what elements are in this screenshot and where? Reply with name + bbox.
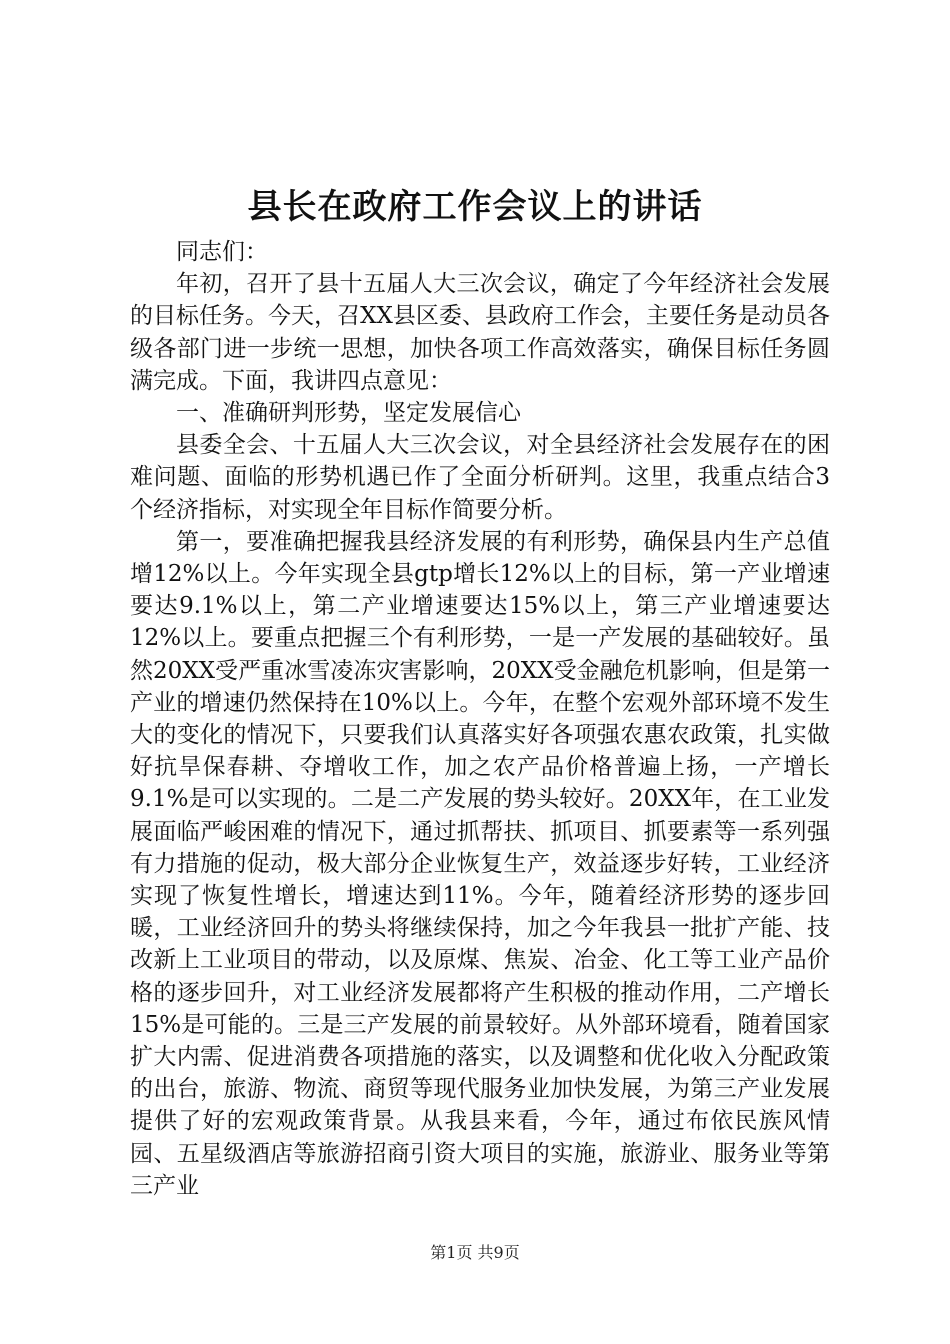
first-point-paragraph: 第一，要准确把握我县经济发展的有利形势，确保县内生产总值增12%以上。今年实现全县gtp增长12%以上的目标，第一产业增速要达9.1%以上，第二产业增速要达15%以上，第三产业增速要达12%以上。要重点把握三个有利形势，一是一产发展的基础较好。虽然20XX受严重冰雪凌冻灾害影响，20XX受金融危机影响，但是第一产业的增速仍然保持在10%以上。今年，在整个宏观外部环境不发生大的变化的情况下，只要我们认真落实好各项强农惠农政策，扎实做好抗旱保春耕、夺增收工作，加之农产品价格普遍上扬，一产增长9.1%是可以实现的。二是二产发展的势头较好。20XX年，在工业发展面临严峻困难的情况下，通过抓帮扶、抓项目、抓要素等一系列强有力措施的促动，极大部分企业恢复生产，效益逐步好转，工业经济实现了恢复性增长，增速达到11%。今年，随着经济形势的逐步回暖，工业经济回升的势头将继续保持，加之今年我县一批扩产能、技改新上工业项目的带动，以及原煤、焦炭、冶金、化工等工业产品价格的逐步回升，对工业经济发展都将产生积极的推动作用，二产增长15%是可能的。三是三产发展的前景较好。从外部环境看，随着国家扩大内需、促进消费各项措施的落实，以及调整和优化收入分配政策的出台，旅游、物流、商贸等现代服务业加快发展，为第三产业发展提供了好的宏观政策背景。从我县来看，今年，通过布依民族风情园、五星级酒店等旅游招商引资大项目的实施，旅游业、服务业等第三产业 — [130, 528, 830, 1199]
document-title: 县长在政府工作会议上的讲话 — [247, 187, 703, 227]
intro-paragraph: 年初，召开了县十五届人大三次会议，确定了今年经济社会发展的目标任务。今天，召XX县区委、县政府工作会，主要任务是动员各级各部门进一步统一思想，加快各项工作高效落实，确保目标任务圆满完成。下面，我讲四点意见： — [130, 271, 830, 394]
salutation-paragraph: 同志们： — [176, 239, 268, 265]
document-body — [130, 236, 830, 1202]
analysis-paragraph: 县委全会、十五届人大三次会议，对全县经济社会发展存在的困难问题、面临的形势机遇已作了全面分析研判。这里，我重点结合3个经济指标，对实现全年目标作简要分析。 — [130, 432, 830, 523]
section-heading: 一、准确研判形势，坚定发展信心 — [176, 400, 521, 427]
page-footer: 第1页 共9页 — [430, 1243, 520, 1262]
